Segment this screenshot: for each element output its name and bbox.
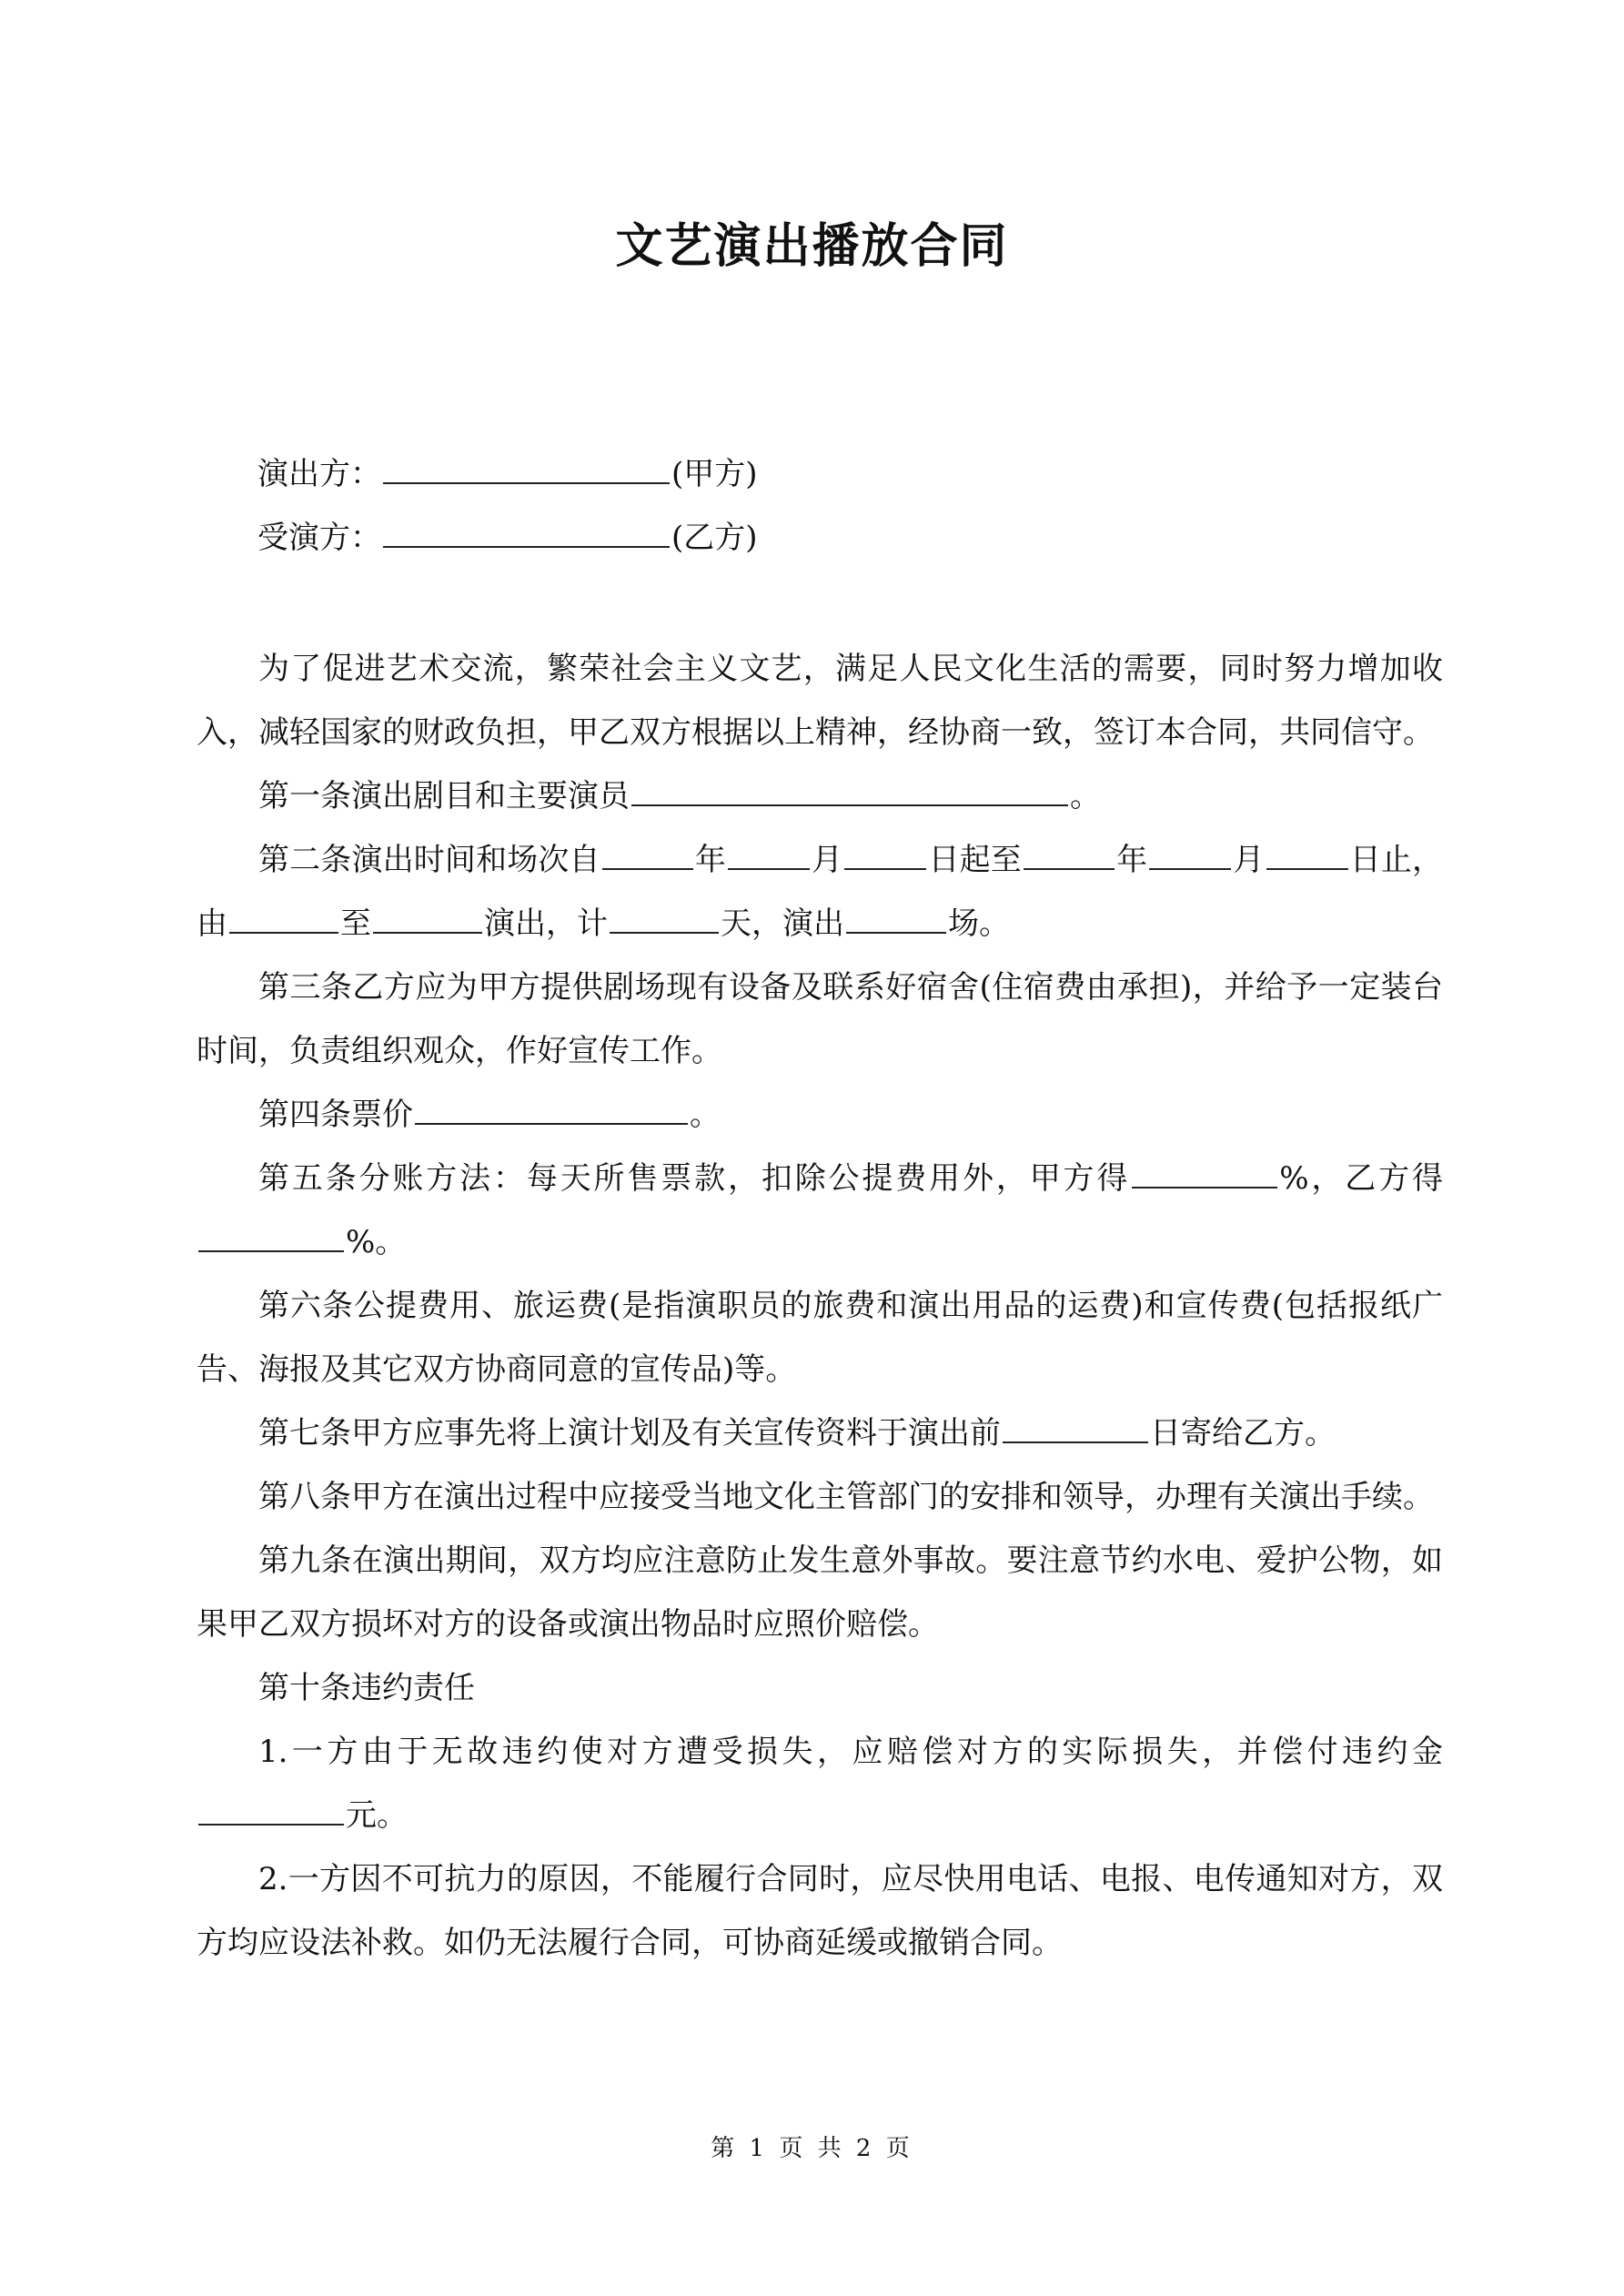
article-8: 第八条甲方在演出过程中应接受当地文化主管部门的安排和领导，办理有关演出手续。 (258, 1479, 1434, 1515)
article-1-blank (631, 777, 1068, 806)
article-2-day-end: 日止，由 (197, 842, 1444, 942)
article-2-to: 至 (340, 905, 371, 942)
party-a-suffix: (甲方) (671, 456, 758, 492)
article-2-shows: 场。 (948, 905, 1010, 942)
party-a-blank (383, 455, 670, 484)
start-month-blank (728, 841, 810, 870)
article-5 (197, 1147, 1443, 1274)
article-5-end: %。 (346, 1224, 407, 1260)
to-blank (373, 905, 482, 934)
article-3: 第三条乙方应为甲方提供剧场现有设备及联系好宿舍(住宿费由承担)，并给予一定装台时间，负责组织观众，作好宣传工作。 (197, 969, 1443, 1069)
party-a-label: 演出方： (257, 456, 381, 492)
party-b-suffix: (乙方) (671, 520, 758, 556)
article-1-end: 。 (1070, 778, 1101, 814)
end-day-blank (1266, 841, 1348, 870)
days-blank (610, 905, 719, 934)
party-b-label: 受演方： (257, 520, 381, 556)
page-footer: 第 1 页 共 2 页 (711, 2135, 913, 2162)
start-year-blank (602, 841, 693, 870)
article-7-end: 日寄给乙方。 (1150, 1415, 1336, 1451)
party-b-share-blank (198, 1223, 344, 1252)
article-10-item-2: 2.一方因不可抗力的原因，不能履行合同时，应尽快用电话、电报、电传通知对方，双方均应设法补救。如仍无法履行合同，可协商延缓或撤销合同。 (197, 1861, 1443, 1961)
article-4-text: 第四条票价 (258, 1097, 413, 1133)
article-5-mid: %，乙方得 (1279, 1160, 1443, 1197)
ticket-price-blank (415, 1096, 688, 1125)
article-9: 第九条在演出期间，双方均应注意防止发生意外事故。要注意节约水电、爱护公物，如果甲乙双方损坏对方的设备或演出物品时应照价赔偿。 (197, 1542, 1443, 1643)
article-2-month2: 月 (1233, 842, 1265, 878)
article-2-perform: 演出，计 (484, 905, 608, 942)
article-2-year: 年 (694, 842, 727, 878)
article-4-end: 。 (690, 1097, 721, 1133)
end-year-blank (1024, 841, 1115, 870)
document-title: 文艺演出播放合同 (615, 219, 1009, 274)
article-4 (197, 1083, 1443, 1147)
article-10-item-1-text: 1.一方由于无故违约使对方遭受损失，应赔偿对方的实际损失，并偿付违约金 (258, 1734, 1443, 1770)
article-10-item-1-end: 元。 (346, 1797, 408, 1834)
article-1 (197, 764, 1443, 828)
end-month-blank (1149, 841, 1231, 870)
article-2-year2: 年 (1115, 842, 1148, 878)
article-7 (197, 1401, 1443, 1465)
party-b-line (257, 519, 758, 556)
start-day-blank (844, 841, 926, 870)
party-a-line (257, 455, 758, 492)
article-2-prefix: 第二条演出时间和场次自 (258, 842, 600, 878)
preamble: 为了促进艺术交流，繁荣社会主义文艺，满足人民文化生活的需要，同时努力增加收入，减轻国家的财政负担，甲乙双方根据以上精神，经协商一致，签订本合同，共同信守。 (197, 651, 1443, 751)
article-2-month: 月 (812, 842, 843, 878)
penalty-amount-blank (198, 1796, 344, 1826)
article-10-heading: 第十条违约责任 (258, 1670, 475, 1706)
party-b-blank (383, 519, 670, 548)
article-2-day-from: 日起至 (928, 842, 1022, 878)
article-5-prefix: 第五条分账方法：每天所售票款，扣除公提费用外，甲方得 (258, 1160, 1131, 1197)
article-7-prefix: 第七条甲方应事先将上演计划及有关宣传资料于演出前 (258, 1415, 1001, 1451)
shows-blank (846, 905, 946, 934)
mail-days-blank (1003, 1414, 1148, 1443)
from-blank (229, 905, 338, 934)
article-2 (197, 828, 1443, 956)
article-2-days: 天，演出 (721, 905, 844, 942)
article-1-text: 第一条演出剧目和主要演员 (258, 778, 630, 814)
article-6: 第六条公提费用、旅运费(是指演职员的旅费和演出用品的运费)和宣传费(包括报纸广告、海报及其它双方协商同意的宣传品)等。 (197, 1288, 1443, 1388)
party-a-share-blank (1132, 1159, 1277, 1188)
contract-body (197, 637, 1443, 1975)
article-10-item-1 (197, 1720, 1443, 1847)
